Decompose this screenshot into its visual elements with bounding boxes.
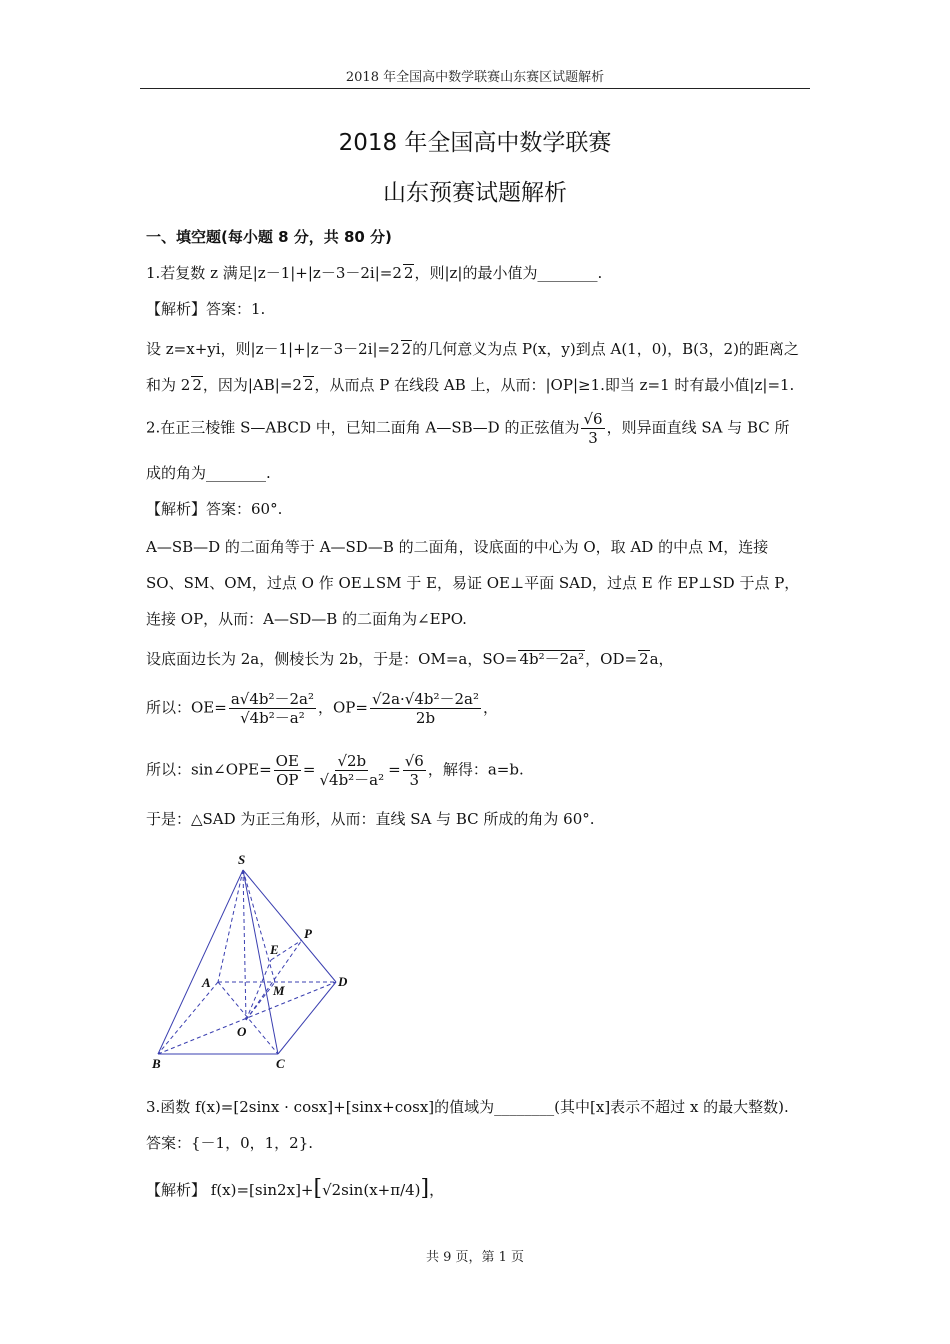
q2-solution-line-7: 于是：△SAD 为正三角形，从而：直线 SA 与 BC 所成的角为 60°.: [146, 810, 595, 828]
fraction: $\frac{√6}{3}$: [404, 752, 424, 789]
title-line-1: 2018 年全国高中数学联赛: [338, 130, 612, 156]
label-M: M: [273, 983, 285, 998]
q2-answer: 【解析】答案：60°.: [146, 500, 283, 518]
edge-CD: [278, 982, 336, 1054]
fraction: $\frac{OE}{OP}$: [275, 752, 299, 789]
q1-solution-line-1: 设 z=x+yi，则|z－1|+|z－3－2i|=2 2的几何意义为点 P(x，y)到点 A(1，0)，B(3，2)的距离之: [146, 340, 799, 358]
label-O: O: [237, 1024, 247, 1039]
label-S: S: [238, 852, 246, 867]
label-D: D: [338, 974, 348, 989]
sqrt-2: 2: [639, 650, 649, 668]
label-E: E: [270, 942, 279, 957]
label-B: B: [152, 1056, 161, 1071]
q1-solution-line-2: 和为 2 2，因为|AB|=2 2，从而点 P 在线段 AB 上，从而：|OP|≥1.即当 z=1 时有最小值|z|=1.: [146, 376, 795, 394]
q2-solution-line-6: 所以：sin∠OPE= $\frac{OE}{OP}$ = $\frac{√2b}{\text{√4b²－a²}}$ = $\frac{√6}{3}$ ，解得：a=b.: [146, 752, 524, 789]
q3-answer: 答案：{－1，0，1，2}.: [146, 1134, 314, 1152]
sqrt-2: 2: [401, 340, 412, 358]
q1-answer: 【解析】答案：1.: [146, 300, 266, 318]
sqrt-2: 2: [403, 264, 414, 282]
edge-SD: [243, 870, 336, 982]
q2-stem-line-2: 成的角为________.: [146, 464, 271, 482]
sqrt-2: 2: [192, 376, 202, 394]
sqrt-2: 2: [303, 376, 314, 394]
edge-SB: [158, 870, 243, 1054]
label-C: C: [276, 1056, 285, 1071]
q3-stem: 3.函数 f(x)=[2sinx · cosx]+[sinx+cosx]的值域为________(其中[x]表示不超过 x 的最大整数).: [146, 1098, 789, 1116]
label-A: A: [202, 975, 211, 990]
page-header: 2018 年全国高中数学联赛山东赛区试题解析: [345, 70, 605, 85]
seg-SM: [243, 870, 275, 982]
q3-solution: 【解析】 f(x)=[sin2x]+[√2sin(x+π/4)]，: [146, 1176, 445, 1201]
section-heading: 一、填空题(每小题 8 分，共 80 分): [146, 228, 392, 246]
pyramid-figure: [140, 848, 370, 1074]
edge-AB: [158, 982, 218, 1054]
page-footer: 共 9 页，第 1 页: [425, 1250, 525, 1265]
header-rule: [140, 88, 810, 89]
q2-solution-line-5: 所以：OE= $\frac{\text{a√4b²－2a²}}{\text{√4b²－a²}}$ ，OP= $\frac{\text{√2a·√4b²－2a²}}{2b}$ ，: [146, 690, 499, 727]
q2-stem-line-1: 2.在正三棱锥 S—ABCD 中，已知二面角 A—SB—D 的正弦值为 $\frac{√6}{3}$ ，则异面直线 SA 与 BC 所: [146, 410, 790, 447]
fraction: $\frac{\text{√2a·√4b²－2a²}}{2b}$: [371, 690, 479, 727]
edge-SA: [218, 870, 243, 982]
seg-SO: [243, 870, 246, 1020]
label-P: P: [304, 926, 312, 941]
title-line-2: 山东预赛试题解析: [383, 180, 567, 206]
q2-solution-line-2: SO、SM、OM，过点 O 作 OE⊥SM 于 E，易证 OE⊥平面 SAD，过点 E 作 EP⊥SD 于点 P，: [146, 574, 800, 592]
q2-solution-line-3: 连接 OP，从而：A—SD—B 的二面角为∠EPO.: [146, 610, 467, 628]
edge-SC: [243, 870, 278, 1054]
fraction: $\frac{√2b}{\text{√4b²－a²}}$: [319, 752, 385, 789]
fraction: $\frac{√6}{3}$: [583, 410, 603, 447]
q1-stem: 1.若复数 z 满足|z－1|+|z－3－2i|=2 2，则|z|的最小值为________.: [146, 264, 603, 282]
q2-solution-line-1: A—SB—D 的二面角等于 A—SD—B 的二面角，设底面的中心为 O，取 AD 的中点 M，连接: [146, 538, 769, 556]
q2-solution-line-4: 设底面边长为 2a，侧棱长为 2b，于是：OM=a，SO= 4b²－2a²，OD= 2a，: [146, 650, 674, 668]
fraction: $\frac{\text{a√4b²－2a²}}{\text{√4b²－a²}}$: [230, 690, 314, 727]
sqrt-expr: 4b²－2a²: [519, 650, 585, 668]
